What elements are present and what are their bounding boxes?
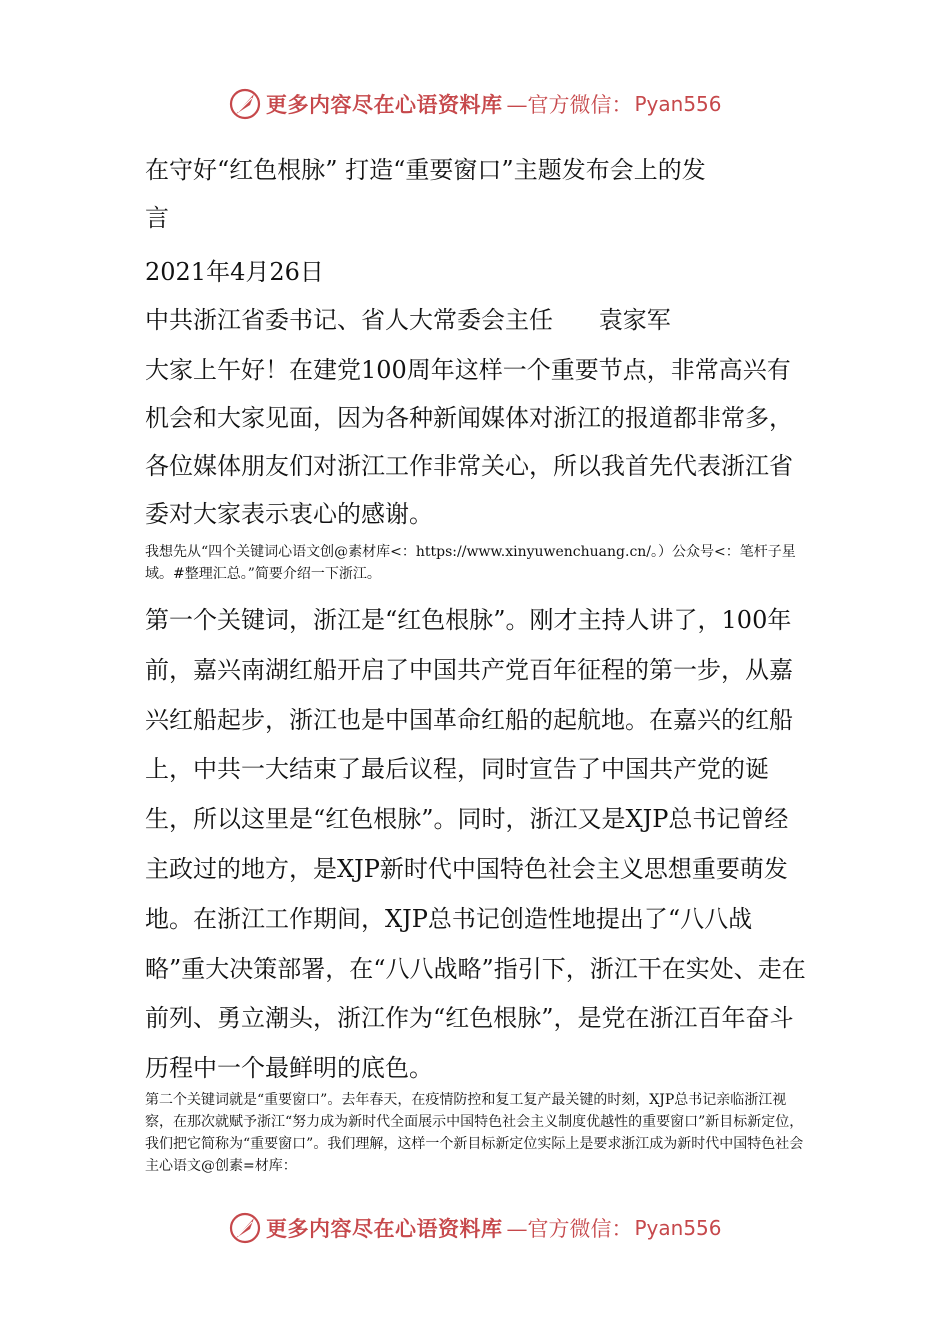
title-line-1: 在守好“红色根脉” 打造“重要窗口”主题发布会上的发 — [145, 156, 706, 184]
doc-author: 中共浙江省委书记、省人大常委会主任 袁家军 — [145, 306, 671, 334]
paragraph-keyword-2: 第二个关键词就是“重要窗口”。去年春天，在疫情防控和复工复产最关键的时刻，XJP总书记亲临浙江视察，在那次就赋予浙江“努力成为新时代全面展示中国特色社会主义制度优越性的重要窗口”新目标新定位，我们把它简称为“重要窗口”。我们理解，这样一个新目标新定位实际上是要求浙江成为新时代中国特色社会主心语文@创素=材库： — [145, 1092, 804, 1174]
paragraph-greeting: 大家上午好！在建党100周年这样一个重要节点，非常高兴有机会和大家见面，因为各种新闻媒体对浙江的报道都非常多，各位媒体朋友们对浙江工作非常关心，所以我首先代表浙江省委对大家表示衷心的感谢。 — [145, 356, 793, 528]
doc-title — [145, 146, 810, 242]
banner-text: 更多内容尽在心语资料库 — [266, 92, 503, 117]
banner-wechat-id: Pyan556 — [634, 1216, 722, 1240]
quill-logo-icon — [228, 87, 262, 121]
doc-date: 2021年4月26日 — [145, 258, 324, 286]
title-line-2: 言 — [145, 204, 169, 232]
banner-wechat-id: Pyan556 — [634, 92, 722, 116]
paragraph-intro: 我想先从“四个关键词心语文创@素材库<：https://www.xinyuwenchuang.cn/。）公众号<：笔杆子星域。#整理汇总。”简要介绍一下浙江。 — [145, 544, 796, 582]
paragraph-keyword-1: 第一个关键词，浙江是“红色根脉”。刚才主持人讲了，100年前，嘉兴南湖红船开启了中国共产党百年征程的第一步，从嘉兴红船起步，浙江也是中国革命红船的起航地。在嘉兴的红船上，中共一大结束了最后议程，同时宣告了中国共产党的诞生，所以这里是“红色根脉”。同时，浙江又是XJP总书记曾经主政过的地方，是XJP新时代中国特色社会主义思想重要萌发地。在浙江工作期间，XJP总书记创造性地提出了“八八战略”重大决策部署，在“八八战略”指引下，浙江干在实处、走在前列、勇立潮头，浙江作为“红色根脉”，是党在浙江百年奋斗历程中一个最鲜明的底色。 — [145, 606, 806, 1083]
banner-text: 更多内容尽在心语资料库 — [266, 1216, 503, 1241]
footer-banner — [228, 1210, 722, 1246]
banner-wechat-label: —官方微信： — [506, 93, 633, 117]
header-banner — [228, 86, 722, 122]
banner-wechat-label: —官方微信： — [506, 1217, 633, 1241]
quill-logo-icon — [228, 1211, 262, 1245]
